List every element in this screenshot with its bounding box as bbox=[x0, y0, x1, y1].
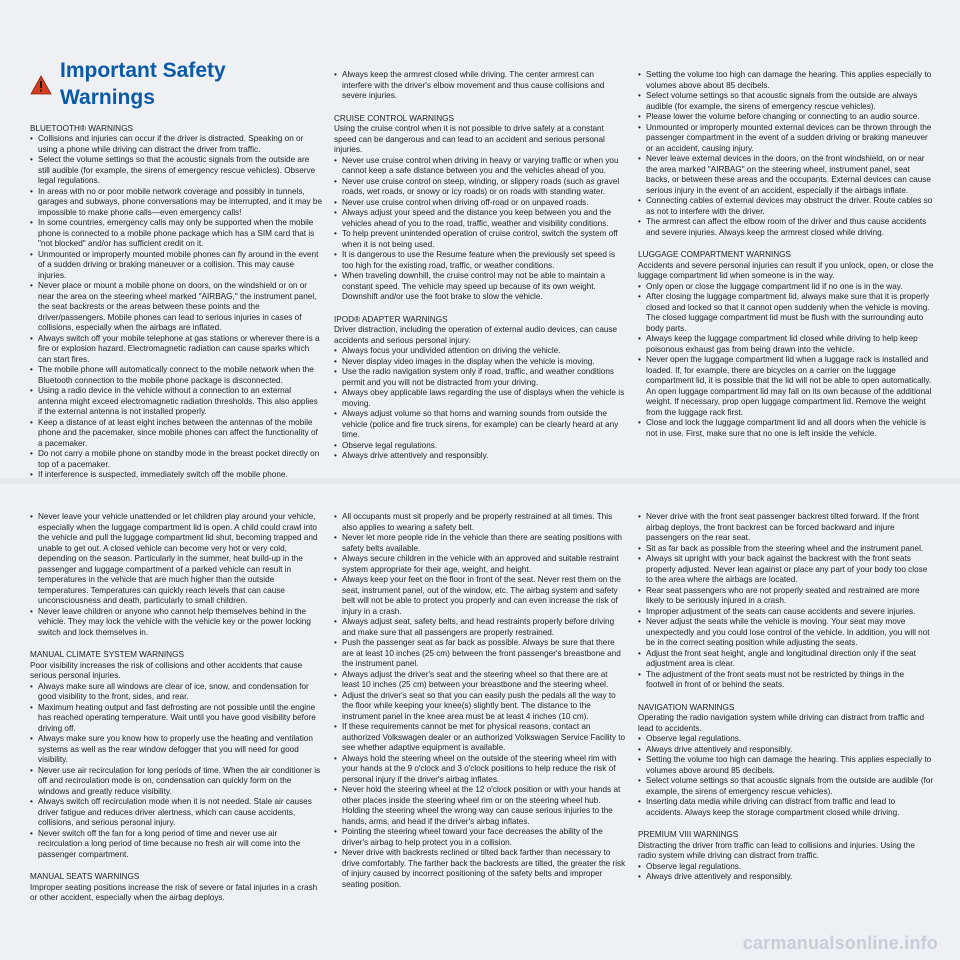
list-item: • Always hold the steering wheel on the outside of the steering wheel rim with your hands at the 9 o'clock and 3 o'clock positions to help reduce the risk of personal injury if the driver's airbag inflates. bbox=[334, 754, 626, 786]
ipod-list bbox=[334, 346, 626, 462]
children-list bbox=[30, 512, 322, 638]
list-item: • It is dangerous to use the Resume feature when the previously set speed is too high for the existing road, traffic, or weather conditions. bbox=[334, 250, 626, 271]
page-title: Important Safety Warnings bbox=[60, 59, 226, 109]
list-item: • If interference is suspected, immediately switch off the mobile phone. bbox=[30, 470, 322, 481]
list-item: • The armrest can affect the elbow room of the driver and thus cause accidents and severe injuries. Always keep the armrest closed while driving. bbox=[638, 217, 934, 238]
list-item: • Inserting data media while driving can distract from traffic and lead to accidents. Always keep the storage compartment closed while driving. bbox=[638, 797, 934, 818]
list-item: • Observe legal regulations. bbox=[638, 862, 934, 873]
column-cruise-ipod bbox=[334, 70, 626, 462]
climate-list bbox=[30, 682, 322, 861]
list-item: • Collisions and injuries can occur if the driver is distracted. Speaking on or using a phone while driving can distract the driver from traffic. bbox=[30, 134, 322, 155]
list-item: • Never let more people ride in the vehicle than there are seating positions with safety belts available. bbox=[334, 533, 626, 554]
list-item: • Always adjust seat, safety belts, and head restraints properly before driving and make sure that all passengers are properly restrained. bbox=[334, 617, 626, 638]
list-item: • Never use air recirculation for long periods of time. When the air conditioner is off and recirculation mode is on, condensation can quickly form on the windows and greatly reduce visibility. bbox=[30, 766, 322, 798]
list-item: • Connecting cables of external devices may obstruct the driver. Route cables so as not to interfere with the driver. bbox=[638, 196, 934, 217]
list-item: • Push the passenger seat as far back as possible. Always be sure that there are at least 10 inches (25 cm) between the front passenger's breastbone and the instrument panel. bbox=[334, 638, 626, 670]
list-item: • Pointing the steering wheel toward your face decreases the ability of the driver's airbag to help protect you in a collision. bbox=[334, 827, 626, 848]
list-item: • Never switch off the fan for a long period of time and never use air recirculation a long period of time because no fresh air will come into the passenger compartment. bbox=[30, 829, 322, 861]
list-item: • Unmounted or improperly mounted external devices can be thrown through the passenger compartment in the event of a sudden driving or braking maneuver or an accident, causing injury. bbox=[638, 123, 934, 155]
section-heading-premium: PREMIUM VIII WARNINGS bbox=[638, 830, 739, 839]
list-item: • Never place or mount a mobile phone on doors, on the windshield or on or near the area on the steering wheel marked "AIRBAG," the instrument panel, the seat backrests or the areas between these points and the driver/passengers. Mobile phones can lead to serious injuries in cases of collisions, especially when the airbags are inflated. bbox=[30, 281, 322, 334]
section-intro-seats: Improper seating positions increase the risk of severe or fatal injuries in a crash or other accident, especially when the airbag deploys. bbox=[30, 882, 318, 902]
cruise-list bbox=[334, 156, 626, 303]
list-item: • The adjustment of the front seats must not be restricted by things in the footwell in front of or behind the seats. bbox=[638, 670, 934, 691]
list-item: • Never hold the steering wheel at the 12 o'clock position or with your hands at other places inside the steering wheel rim or on the steering wheel hub. Holding the steering wheel the wrong way can cause serious injuries to the hands, arms, and head if the driver's airbag inflates. bbox=[334, 785, 626, 827]
section-heading-cruise: CRUISE CONTROL WARNINGS bbox=[334, 113, 454, 123]
section-intro-premium: Distracting the driver from traffic can lead to collisions and injuries. Using the radio system while driving can distract from traffic. bbox=[638, 840, 915, 860]
section-intro-ipod: Driver distraction, including the operation of external audio devices, can cause accidents and serious personal injury. bbox=[334, 325, 618, 345]
premium-list bbox=[638, 862, 934, 883]
list-item: • Always switch off recirculation mode when it is not needed. Stale air causes driver fatigue and reduces driver alertness, which can cause accidents, collisions, and serious personal injury. bbox=[30, 797, 322, 829]
list-item: • Always keep your feet on the floor in front of the seat. Never rest them on the seat, instrument panel, out of the window, etc. The airbag system and safety belt will not be able to protect you properly and can even increase the risk of injury in a crash. bbox=[334, 575, 626, 617]
list-item: • Always adjust your speed and the distance you keep between you and the vehicles ahead of you to the road, traffic, weather and visibility conditions. bbox=[334, 208, 626, 229]
list-item: • Observe legal regulations. bbox=[334, 441, 626, 452]
column-bluetooth bbox=[30, 59, 323, 481]
section-heading-navigation: NAVIGATION WARNINGS bbox=[638, 702, 735, 712]
section-intro-luggage: Accidents and severe personal injuries can result if you unlock, open, or close the luggage compartment lid when someone is in the way. bbox=[638, 260, 934, 280]
list-item: • All occupants must sit properly and be properly restrained at all times. This also applies to wearing a safety belt. bbox=[334, 512, 626, 533]
navigation-list bbox=[638, 734, 934, 818]
list-item: • Using a radio device in the vehicle without a connection to an external antenna might exceed electromagnetic radiation thresholds. This also applies if the external antenna is not installed properly. bbox=[30, 386, 322, 418]
list-item: • Always secure children in the vehicle with an approved and suitable restraint system appropriate for their age, weight, and height. bbox=[334, 554, 626, 575]
seats-list bbox=[638, 512, 934, 691]
volume-list bbox=[638, 70, 934, 238]
section-heading-ipod: IPOD® ADAPTER WARNINGS bbox=[334, 314, 448, 324]
list-item: • Always keep the armrest closed while driving. The center armrest can interfere with the driver's elbow movement and thus cause collisions and severe injuries. bbox=[334, 70, 626, 102]
list-item: • Always drive attentively and responsibly. bbox=[334, 451, 626, 462]
list-item: • Setting the volume too high can damage the hearing. This applies especially to volumes above about 85 decibels. bbox=[638, 70, 934, 91]
warning-triangle-icon bbox=[30, 75, 52, 95]
list-item: • Close and lock the luggage compartment lid and all doors when the vehicle is not in use. First, make sure that no one is left inside the vehicle. bbox=[638, 418, 934, 439]
list-item: • Please lower the volume before changing or connecting to an audio source. bbox=[638, 112, 934, 123]
list-item: • Maximum heating output and fast defrosting are not possible until the engine has reached operating temperature. Wait until you have good visibility before driving off. bbox=[30, 703, 322, 735]
list-item: • Always focus your undivided attention on driving the vehicle. bbox=[334, 346, 626, 357]
occupants-list bbox=[334, 512, 626, 890]
column-volume-luggage bbox=[638, 70, 934, 439]
list-item: • Never drive with backrests reclined or tilted back farther than necessary to drive comfortably. The farther back the backrests are tilted, the greater the risk of injury caused by incorrect positioning of the safety belts and improper seating position. bbox=[334, 848, 626, 890]
list-item: • Unmounted or improperly mounted mobile phones can fly around in the event of a sudden driving or braking maneuver or a collision. This may cause injuries. bbox=[30, 250, 322, 282]
list-item: • Do not carry a mobile phone on standby mode in the breast pocket directly on top of a pacemaker. bbox=[30, 449, 322, 470]
list-item: • Always drive attentively and responsibly. bbox=[638, 745, 934, 756]
list-item: • Adjust the front seat height, angle and longitudinal direction only if the seat adjustment area is clear. bbox=[638, 649, 934, 670]
list-item: • Always keep the luggage compartment lid closed while driving to help keep poisonous exhaust gas from being drawn into the vehicle. bbox=[638, 334, 934, 355]
list-item: • Rear seat passengers who are not properly seated and restrained are more likely to be seriously injured in a crash. bbox=[638, 586, 934, 607]
list-item: • Use the radio navigation system only if road, traffic, and weather conditions permit and you will not be distracted from your driving. bbox=[334, 367, 626, 388]
list-item: • Setting the volume too high can damage the hearing. This applies especially to volumes above around 85 decibels. bbox=[638, 755, 934, 776]
list-item: • In areas with no or poor mobile network coverage and possibly in tunnels, garages and subways, phone conversations may be interrupted, and it may be impossible to make phone calls—even emergency calls! bbox=[30, 187, 322, 219]
list-item: • Select volume settings so that acoustic signals from the outside are always audible (for example, the sirens of emergency rescue vehicles). bbox=[638, 91, 934, 112]
list-item: • Only open or close the luggage compartment lid if no one is in the way. bbox=[638, 282, 934, 293]
list-item: • When traveling downhill, the cruise control may not be able to maintain a constant speed. The vehicle may speed up because of its own weight. Downshift and/or use the foot brake to slow the vehicle. bbox=[334, 271, 626, 303]
column-children-climate bbox=[30, 512, 322, 904]
list-item: • Sit as far back as possible from the steering wheel and the instrument panel. bbox=[638, 544, 934, 555]
list-item: • Always sit upright with your back against the backrest with the front seats properly adjusted. Never lean against or place any part of your body too close to the area where the airbags are located. bbox=[638, 554, 934, 586]
column-seats-nav-premium bbox=[638, 512, 934, 883]
list-item: • Never use cruise control on steep, winding, or slippery roads (such as gravel roads, wet roads, or snowy or icy roads) or on roads with standing water. bbox=[334, 177, 626, 198]
section-heading-climate: MANUAL CLIMATE SYSTEM WARNINGS bbox=[30, 650, 184, 659]
list-item: • Never open the luggage compartment lid when a luggage rack is installed and loaded. If, for example, there are bicycles on a carrier on the luggage compartment lid, it is possible that the lid will not be able to open automatically. An open luggage compartment lid may fall on its own because of the additional weight. If necessary, prop open luggage compartment lid. Remove the weight from the luggage rack first. bbox=[638, 355, 934, 418]
list-item: • Always drive attentively and responsibly. bbox=[638, 872, 934, 883]
list-item: • After closing the luggage compartment lid, always make sure that it is properly closed and locked so that it cannot open suddenly when the vehicle is moving. The closed luggage compartment lid must be flush with the surrounding auto body parts. bbox=[638, 292, 934, 334]
list-item: • Always make sure you know how to properly use the heating and ventilation systems as well as the rear window defogger that you will need for good visibility. bbox=[30, 734, 322, 766]
list-item: • If these requirements cannot be met for physical reasons, contact an authorized Volkswagen dealer or an authorized Volkswagen Service Facility to see whether adaptive equipment is available. bbox=[334, 722, 626, 754]
section-heading-bluetooth: BLUETOOTH® WARNINGS bbox=[30, 123, 133, 133]
list-item: • Never use cruise control when driving off-road or on unpaved roads. bbox=[334, 198, 626, 209]
list-item: • Never leave children or anyone who cannot help themselves behind in the vehicle. They may lock the vehicle with the vehicle key or the power locking switch and lock themselves in. bbox=[30, 607, 322, 639]
bluetooth-list bbox=[30, 134, 322, 481]
list-item: • Select volume settings so that acoustic signals from the outside are audible (for example, the sirens of emergency rescue vehicles). bbox=[638, 776, 934, 797]
section-intro-climate: Poor visibility increases the risk of collisions and other accidents that cause serious personal injuries. bbox=[30, 660, 303, 680]
section-heading-luggage: LUGGAGE COMPARTMENT WARNINGS bbox=[638, 250, 791, 259]
list-item: • Never leave external devices in the doors, on the front windshield, on or near the area marked "AIRBAG" on the steering wheel, instrument panel, seat backs, or between these areas and the occupants. External devices can cause serious injury in the event of an accident, especially if the airbags inflate. bbox=[638, 154, 934, 196]
list-item: • Never leave your vehicle unattended or let children play around your vehicle, especially when the luggage compartment lid is open. A child could crawl into the vehicle and pull the luggage compartment lid shut, becoming trapped and unable to get out. A closed vehicle can become very hot or very cold, depending on the season. Particularly in the summer, heat build-up in the passenger and luggage compartment of a parked vehicle can result in temperatures in the vehicle that are much higher than the outside temperatures. Temperatures can quickly reach levels that can cause unconsciousness and death, particularly to small children. bbox=[30, 512, 322, 607]
list-item: • Always make sure all windows are clear of ice, snow, and condensation for good visibility to the front, sides, and rear. bbox=[30, 682, 322, 703]
list-item: • Always adjust volume so that horns and warning sounds from outside the vehicle (police and fire truck sirens, for example) can be clearly heard at any time. bbox=[334, 409, 626, 441]
list-item: • Always switch off your mobile telephone at gas stations or wherever there is a fire or explosion hazard. Electromagnetic radiation can cause sparks which can start fires. bbox=[30, 334, 322, 366]
section-intro-navigation: Operating the radio navigation system while driving can distract from traffic and lead to accidents. bbox=[638, 713, 925, 733]
list-item: • Never drive with the front seat passenger backrest tilted forward. If the front airbag deploys, the front backrest can be forced backward and injure passengers on the rear seat. bbox=[638, 512, 934, 544]
list-item: • Improper adjustment of the seats can cause accidents and severe injuries. bbox=[638, 607, 934, 618]
list-item: • In some countries, emergency calls may only be supported when the mobile phone is connected to a mobile phone package which has a SIM card that is "not blocked" and/or has sufficient credit on it. bbox=[30, 218, 322, 250]
list-item: • Never display video images in the display when the vehicle is moving. bbox=[334, 357, 626, 368]
luggage-list bbox=[638, 282, 934, 440]
list-item: • Select the volume settings so that the acoustic signals from the outside are still audible (for example, the sirens of emergency rescue vehicles). Observe legal regulations. bbox=[30, 155, 322, 187]
list-item: • The mobile phone will automatically connect to the mobile network when the Bluetooth connection to the mobile phone package is disconnected. bbox=[30, 365, 322, 386]
column-occupants bbox=[334, 512, 626, 890]
section-intro-cruise: Using the cruise control when it is not possible to drive safely at a constant speed can be dangerous and can lead to an accident and serious personal injuries. bbox=[334, 124, 605, 154]
list-item: • Adjust the driver's seat so that you can easily push the pedals all the way to the floor while keeping your knee(s) slightly bent. The distance to the instrument panel in the knee area must be at least 4 inches (10 cm). bbox=[334, 691, 626, 723]
list-item: • To help prevent unintended operation of cruise control, switch the system off when it is not being used. bbox=[334, 229, 626, 250]
list-item: • Keep a distance of at least eight inches between the antennas of the mobile phone and the pacemaker, since mobile phones can affect the functionality of a pacemaker. bbox=[30, 418, 322, 450]
watermark: carmanualsonline.info bbox=[742, 933, 938, 953]
list-item: • Observe legal regulations. bbox=[638, 734, 934, 745]
list-item: • Always adjust the driver's seat and the steering wheel so that there are at least 10 inches (25 cm) between your breastbone and the steering wheel. bbox=[334, 670, 626, 691]
armrest-list bbox=[334, 70, 626, 102]
page-header bbox=[30, 58, 322, 112]
list-item: • Never adjust the seats while the vehicle is moving. Your seat may move unexpectedly and you could lose control of the vehicle. In addition, you will not be in the correct seating position while adjusting the seats. bbox=[638, 617, 934, 649]
list-item: • Always obey applicable laws regarding the use of displays when the vehicle is moving. bbox=[334, 388, 626, 409]
list-item: • Never use cruise control when driving in heavy or varying traffic or when you cannot keep a safe distance between you and the vehicles ahead of you. bbox=[334, 156, 626, 177]
section-heading-seats: MANUAL SEATS WARNINGS bbox=[30, 872, 140, 881]
